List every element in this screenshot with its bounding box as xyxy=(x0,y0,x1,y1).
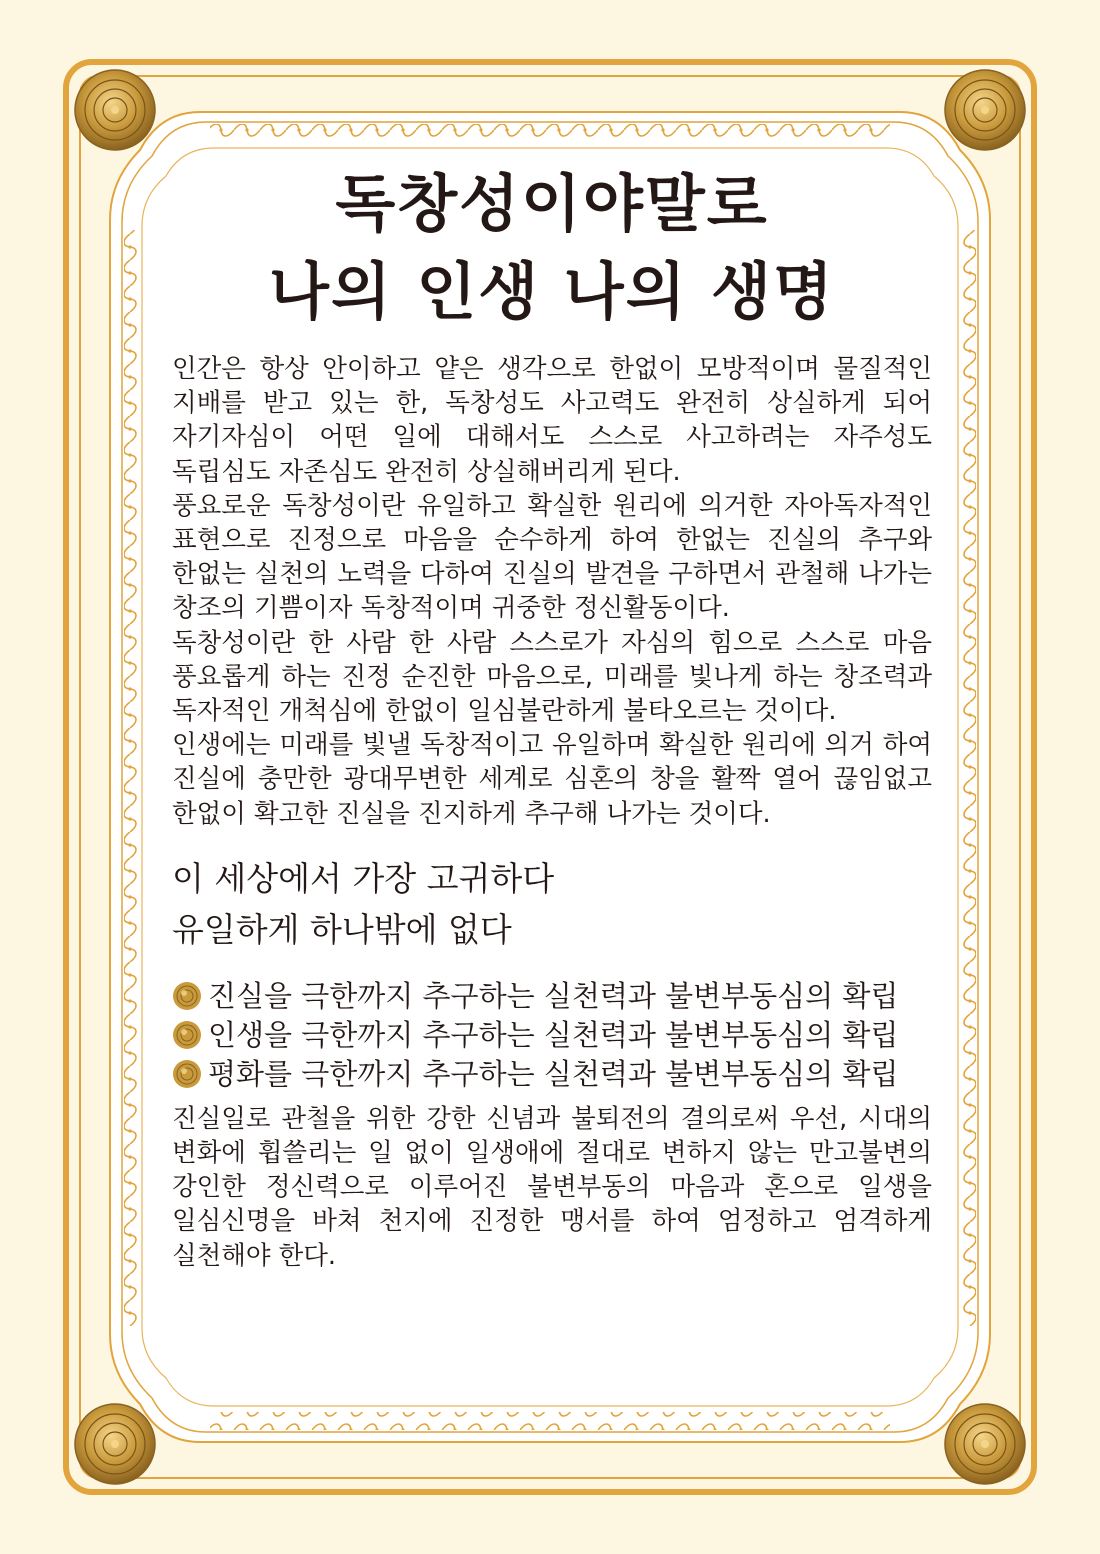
paragraph-1: 인간은 항상 안이하고 얕은 생각으로 한없이 모방적이며 물질적인 지배를 받고 있는 한, 독창성도 사고력도 완전히 상실하게 되어 자기자심이 어떤 일에 대해서도 스스로 사고하려는 자주성도 독립심도 자존심도 완전히 상실해버리게 된다. xyxy=(172,354,932,487)
list-item xyxy=(172,1016,932,1055)
page-title xyxy=(172,160,932,336)
gold-medallion-icon xyxy=(945,1404,1025,1484)
subheading-1: 이 세상에서 가장 고귀하다 xyxy=(172,858,555,898)
gold-medallion-icon xyxy=(172,981,202,1011)
gold-medallion-icon xyxy=(172,1020,202,1050)
paragraph-3: 독창성이란 한 사람 한 사람 스스로가 자심의 힘으로 스스로 마음 풍요롭게 하는 진정 순진한 마음으로, 미래를 빛나게 하는 창조력과 독자적인 개척심에 한없이 일심불란하게 불타오르는 것이다. xyxy=(172,627,932,727)
paragraph-4: 인생에는 미래를 빛낼 독창적이고 유일하며 확실한 원리에 의거 하여 진실에 충만한 광대무변한 세계로 심혼의 창을 활짝 열어 끊임없고 한없이 확고한 진실을 진지하게 추구해 나가는 것이다. xyxy=(172,730,932,829)
gold-medallion-icon xyxy=(945,70,1025,150)
title-line-1: 독창성이야말로 xyxy=(335,167,769,240)
gold-medallion-icon xyxy=(75,70,155,150)
subheadings xyxy=(172,853,932,955)
document-body xyxy=(172,160,932,1273)
title-line-2: 나의 인생 나의 생명 xyxy=(269,255,835,328)
paragraph-2: 풍요로운 독창성이란 유일하고 확실한 원리에 의거한 자아독자적인 표현으로 진정으로 마음을 순수하게 하여 한없는 진실의 추구와 한없는 실천의 노력을 다하여 진실의 발견을 구하면서 관철해 나가는 창조의 기쁨이자 독창적이며 귀중한 정신활동이다. xyxy=(172,490,932,624)
principle-list xyxy=(172,977,932,1094)
closing-paragraph: 진실일로 관철을 위한 강한 신념과 불퇴전의 결의로써 우선, 시대의 변화에 휩쓸리는 일 없이 일생애에 절대로 변하지 않는 만고불변의 강인한 정신력으로 이루어진 불변부동의 마음과 혼으로 일생을 일심신명을 바쳐 천지에 진정한 맹서를 하여 엄정하고 엄격하게 실천해야 한다. xyxy=(172,1103,932,1271)
list-item-text: 진실을 극한까지 추구하는 실천력과 불변부동심의 확립 xyxy=(208,978,899,1013)
list-item xyxy=(172,1055,932,1094)
gold-medallion-icon xyxy=(75,1404,155,1484)
list-item xyxy=(172,977,932,1016)
subheading-2: 유일하게 하나밖에 없다 xyxy=(172,909,512,949)
list-item-text: 인생을 극한까지 추구하는 실천력과 불변부동심의 확립 xyxy=(208,1017,899,1052)
list-item-text: 평화를 극한까지 추구하는 실천력과 불변부동심의 확립 xyxy=(208,1056,899,1091)
gold-medallion-icon xyxy=(172,1059,202,1089)
